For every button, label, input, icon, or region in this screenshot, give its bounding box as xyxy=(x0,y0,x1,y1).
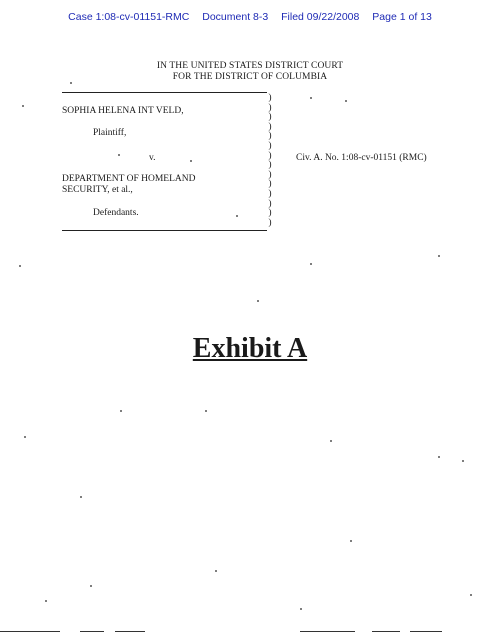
footer-rule xyxy=(115,631,145,632)
caption-bottom-rule xyxy=(62,230,267,231)
versus-label: v. xyxy=(149,153,156,163)
caption-bracket: ) xyxy=(268,208,272,219)
caption-bracket: ) xyxy=(268,112,272,123)
caption-bracket: ) xyxy=(268,140,272,151)
footer-rule xyxy=(372,631,400,632)
footer-rule xyxy=(80,631,104,632)
caption-bracket: ) xyxy=(268,102,272,113)
court-district: FOR THE DISTRICT OF COLUMBIA xyxy=(172,72,328,82)
caption-bracket: ) xyxy=(268,198,272,209)
plaintiff-name: SOPHIA HELENA INT VELD, xyxy=(62,106,184,116)
page-indicator: Page 1 of 13 xyxy=(372,11,432,23)
caption-bracket: ) xyxy=(268,150,272,161)
defendant-role: Defendants. xyxy=(93,208,139,218)
caption-bracket: ) xyxy=(268,131,272,142)
defendant-name-line2: SECURITY, et al., xyxy=(62,185,133,195)
caption-bracket: ) xyxy=(268,121,272,132)
civil-action-number: Civ. A. No. 1:08-cv-01151 (RMC) xyxy=(296,153,427,163)
caption-bracket-column xyxy=(266,94,274,228)
footer-rule xyxy=(0,631,60,632)
plaintiff-role: Plaintiff, xyxy=(93,128,127,138)
filed-date: Filed 09/22/2008 xyxy=(281,11,360,23)
caption-bracket: ) xyxy=(268,188,272,199)
document-number: Document 8-3 xyxy=(202,11,269,23)
caption-bracket: ) xyxy=(268,160,272,171)
caption-bracket: ) xyxy=(268,93,272,103)
footer-rule xyxy=(410,631,442,632)
ecf-header xyxy=(0,11,500,23)
caption-top-rule xyxy=(62,92,267,93)
caption-bracket: ) xyxy=(268,169,272,180)
exhibit-title: Exhibit A xyxy=(192,333,308,364)
court-heading xyxy=(0,61,500,83)
footer-rule xyxy=(300,631,355,632)
case-number: Case 1:08-cv-01151-RMC xyxy=(68,11,190,23)
caption-bracket: ) xyxy=(268,179,272,190)
court-name: IN THE UNITED STATES DISTRICT COURT xyxy=(156,61,344,71)
defendant-name-line1: DEPARTMENT OF HOMELAND xyxy=(62,174,196,184)
caption-bracket: ) xyxy=(268,217,272,228)
